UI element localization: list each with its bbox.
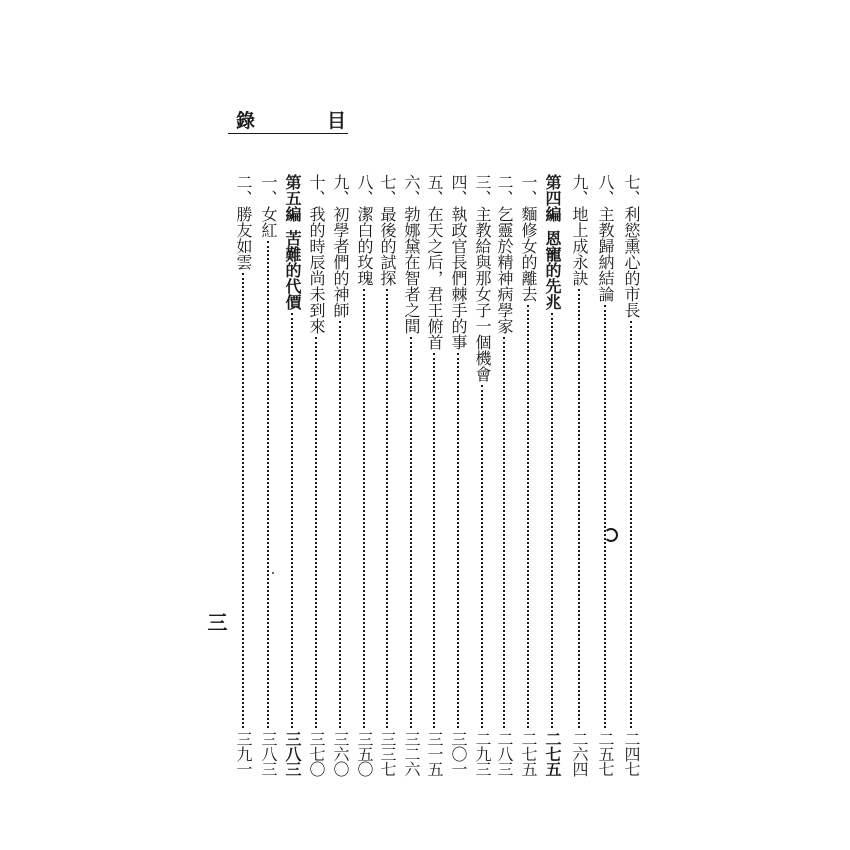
header-char-lu: 錄	[236, 110, 256, 132]
toc-entry-page: 二七五	[519, 731, 538, 776]
toc-entry-title: 麵修女的離去	[519, 206, 538, 302]
toc-entry	[493, 174, 515, 776]
toc-entry-title: 主教給與那女子一個機會	[473, 206, 492, 382]
toc-entry-page: 三八三	[259, 731, 278, 776]
toc-leader-dots	[267, 241, 269, 728]
toc-entry	[423, 174, 445, 776]
toc-entry-number: 一、	[259, 174, 278, 206]
toc-entry-number: 四、	[449, 174, 468, 206]
page-header	[228, 106, 348, 134]
toc-entry-page: 三七〇	[307, 731, 326, 776]
toc-entry-title: 我的時辰尚未到來	[307, 206, 326, 334]
toc-entry	[471, 174, 493, 776]
toc-entry	[329, 174, 351, 776]
toc-leader-dots	[242, 273, 244, 728]
toc-entry-title: 最後的試探	[378, 206, 397, 286]
toc-entry	[376, 174, 398, 776]
toc-leader-dots	[386, 289, 388, 728]
toc-entry-title: 恩寵的先兆	[543, 230, 562, 310]
toc-entry-number: 六、	[402, 174, 421, 206]
toc-leader-dots	[457, 353, 459, 728]
toc-entry-number: 十、	[307, 174, 326, 206]
toc-leader-dots	[604, 305, 606, 728]
page-number: 三	[204, 612, 228, 632]
toc-entry-title: 女紅	[259, 206, 278, 238]
toc-entry-number: 三、	[473, 174, 492, 206]
toc-entry-title: 勝友如雲	[234, 206, 253, 270]
toc-entry-number: 第五編	[283, 174, 302, 222]
toc-leader-dots	[630, 321, 632, 728]
toc-entry-page: 三九一	[234, 731, 253, 776]
toc-entry-page: 三八三	[283, 731, 302, 776]
toc-entry	[232, 174, 254, 776]
header-char-mu: 目	[326, 110, 346, 132]
toc-entry	[447, 174, 469, 776]
toc-entry-number: 八、	[596, 174, 615, 206]
toc-entry-title: 執政官長們棘手的事	[449, 206, 468, 350]
toc-leader-dots	[410, 337, 412, 728]
toc-leader-dots	[291, 313, 293, 728]
toc-entry-number: 二、	[495, 174, 514, 206]
toc-entry-number: 二、	[234, 174, 253, 206]
toc-entry-number: 八、	[355, 174, 374, 206]
toc-entry	[517, 174, 539, 776]
toc-leader-dots	[339, 321, 341, 728]
toc-entry-number: 七、	[378, 174, 397, 206]
toc-entry-title: 潔白的玫瑰	[355, 206, 374, 286]
toc-entry-page: 三五〇	[355, 731, 374, 776]
toc-entry-page: 二六四	[570, 731, 589, 776]
toc-entry-title: 利慾熏心的市長	[622, 206, 641, 318]
toc-entry	[594, 174, 616, 776]
toc-entry-page: 二八三	[495, 731, 514, 776]
toc-entry	[568, 174, 590, 776]
toc-entry-number: 五、	[425, 174, 444, 206]
toc-entry-title: 乞靈於精神病學家	[495, 206, 514, 334]
header-rule	[228, 133, 348, 134]
ink-smudge	[604, 528, 618, 542]
toc-entry	[353, 174, 375, 776]
toc-entry-title: 勃娜黛在智者之間	[402, 206, 421, 334]
toc-leader-dots	[315, 337, 317, 728]
toc-entry-page: 二四七	[622, 731, 641, 776]
toc-entry-page: 三六〇	[331, 731, 350, 776]
toc-entry-title: 苦難的代價	[283, 230, 302, 310]
toc-leader-dots	[551, 313, 553, 728]
toc-entry	[400, 174, 422, 776]
toc-part-heading	[541, 174, 563, 776]
toc-entry-page: 三二六	[402, 731, 421, 776]
toc-leader-dots	[503, 337, 505, 728]
toc-entry-page: 二五七	[596, 731, 615, 776]
ink-speck	[272, 572, 274, 574]
toc-entry	[305, 174, 327, 776]
toc-entry-page: 三三七	[378, 731, 397, 776]
toc-leader-dots	[433, 353, 435, 728]
toc-entry-number: 七、	[622, 174, 641, 206]
toc-entry-title: 主教歸納結論	[596, 206, 615, 302]
toc-part-heading	[281, 174, 303, 776]
toc-entry-page: 三一五	[425, 731, 444, 776]
toc-entry-number: 第四編	[543, 174, 562, 222]
toc-entry-number: 九、	[570, 174, 589, 206]
toc-entry	[620, 174, 642, 776]
toc-leader-dots	[481, 385, 483, 728]
toc-leader-dots	[363, 289, 365, 728]
toc-entry-page: 二九三	[473, 731, 492, 776]
toc-leader-dots	[527, 305, 529, 728]
toc-entry-page: 三〇一	[449, 731, 468, 776]
toc-entry-number: 一、	[519, 174, 538, 206]
toc-entry-title: 地上成永訣	[570, 206, 589, 286]
toc-entry-page: 二七五	[543, 731, 562, 776]
toc-entry-number: 九、	[331, 174, 350, 206]
toc-entry	[257, 174, 279, 776]
toc-leader-dots	[578, 289, 580, 728]
toc-entry-title: 在天之后，君王俯首	[425, 206, 444, 350]
toc-entry-title: 初學者們的神師	[331, 206, 350, 318]
